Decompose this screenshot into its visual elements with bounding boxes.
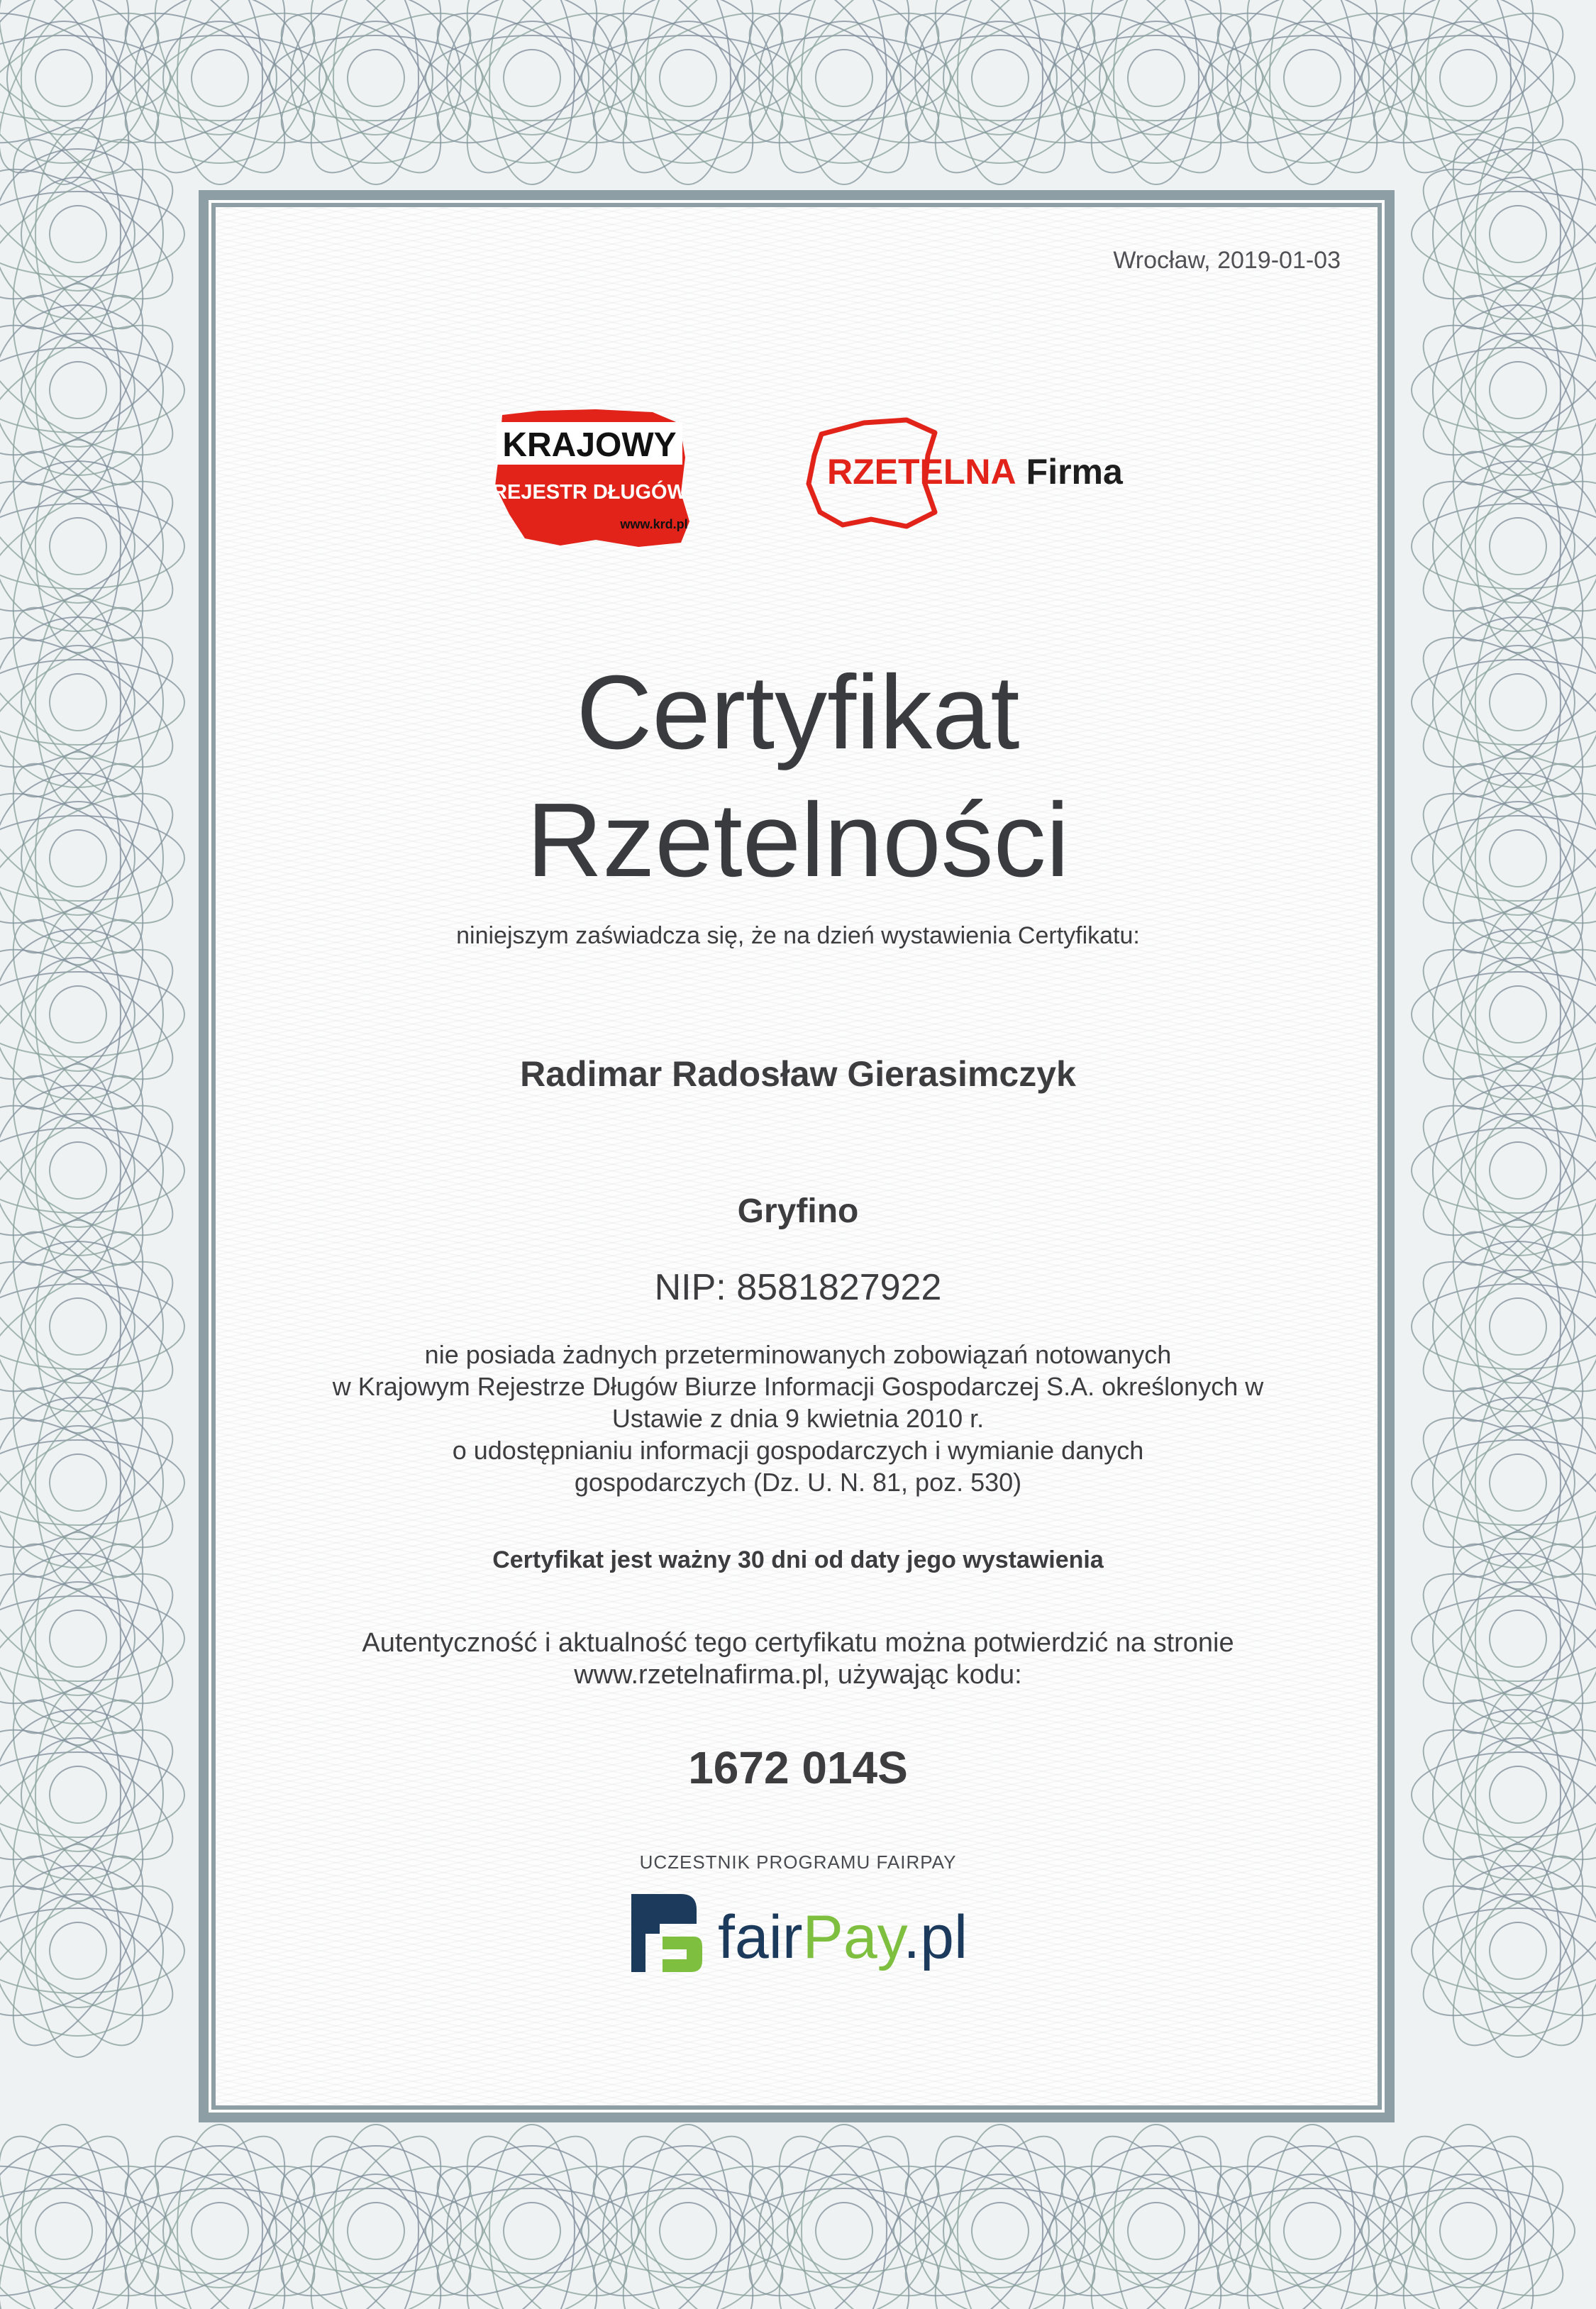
validity-note: Certyfikat jest ważny 30 dni od daty jego wystawienia [492, 1546, 1104, 1573]
krd-line2: REJESTR DŁUGÓW [492, 481, 687, 504]
title-line1: Certyfikat [576, 654, 1020, 771]
holder-city: Gryfino [737, 1192, 859, 1230]
issue-date: Wrocław, 2019-01-03 [1113, 247, 1341, 274]
statement-line: gospodarczych (Dz. U. N. 81, poz. 530) [574, 1468, 1022, 1497]
title-line2: Rzetelności [526, 782, 1070, 899]
rf-word1: RZETELNA [827, 452, 1016, 492]
krd-line1: KRAJOWY [502, 426, 677, 464]
fairpay-word1: fair [718, 1903, 803, 1971]
fairpay-caption: UCZESTNIK PROGRAMU FAIRPAY [639, 1851, 957, 1873]
krd-logo [489, 408, 695, 550]
statement-line: nie posiada żadnych przeterminowanych zobowiązań notowanych [424, 1340, 1172, 1369]
fairpay-word2: Pay [802, 1903, 904, 1971]
intro-text: niniejszym zaświadcza się, że na dzień wystawienia Certyfikatu: [456, 922, 1140, 949]
fairpay-word3: .pl [903, 1903, 968, 1971]
holder-name: Radimar Radosław Gierasimczyk [520, 1054, 1076, 1094]
krd-url: www.krd.pl [620, 517, 688, 531]
rf-word2: Firma [1026, 452, 1123, 492]
statement-line: w Krajowym Rejestrze Długów Biurze Informacji Gospodarczej S.A. określonych w [332, 1372, 1264, 1401]
fairpay-logo [624, 1887, 979, 1979]
rzetelna-firma-logo [800, 413, 1123, 537]
certificate-inner-frame [211, 203, 1382, 2110]
statement-line: o udostępnianiu informacji gospodarczych i wymianie danych [452, 1436, 1144, 1465]
authentication-text-line1: Autentyczność i aktualność tego certyfikatu można potwierdzić na stronie [362, 1628, 1234, 1658]
fairpay-mark-icon [631, 1894, 702, 1972]
svg-text:fairPay.pl [718, 1903, 968, 1971]
verification-code: 1672 014S [688, 1742, 908, 1793]
authentication-text-line2: www.rzetelnafirma.pl, używając kodu: [574, 1660, 1022, 1690]
svg-text:RZETELNAFirma [827, 452, 1124, 492]
holder-nip: NIP: 8581827922 [654, 1267, 942, 1308]
statement-line: Ustawie z dnia 9 kwietnia 2010 r. [611, 1404, 985, 1433]
